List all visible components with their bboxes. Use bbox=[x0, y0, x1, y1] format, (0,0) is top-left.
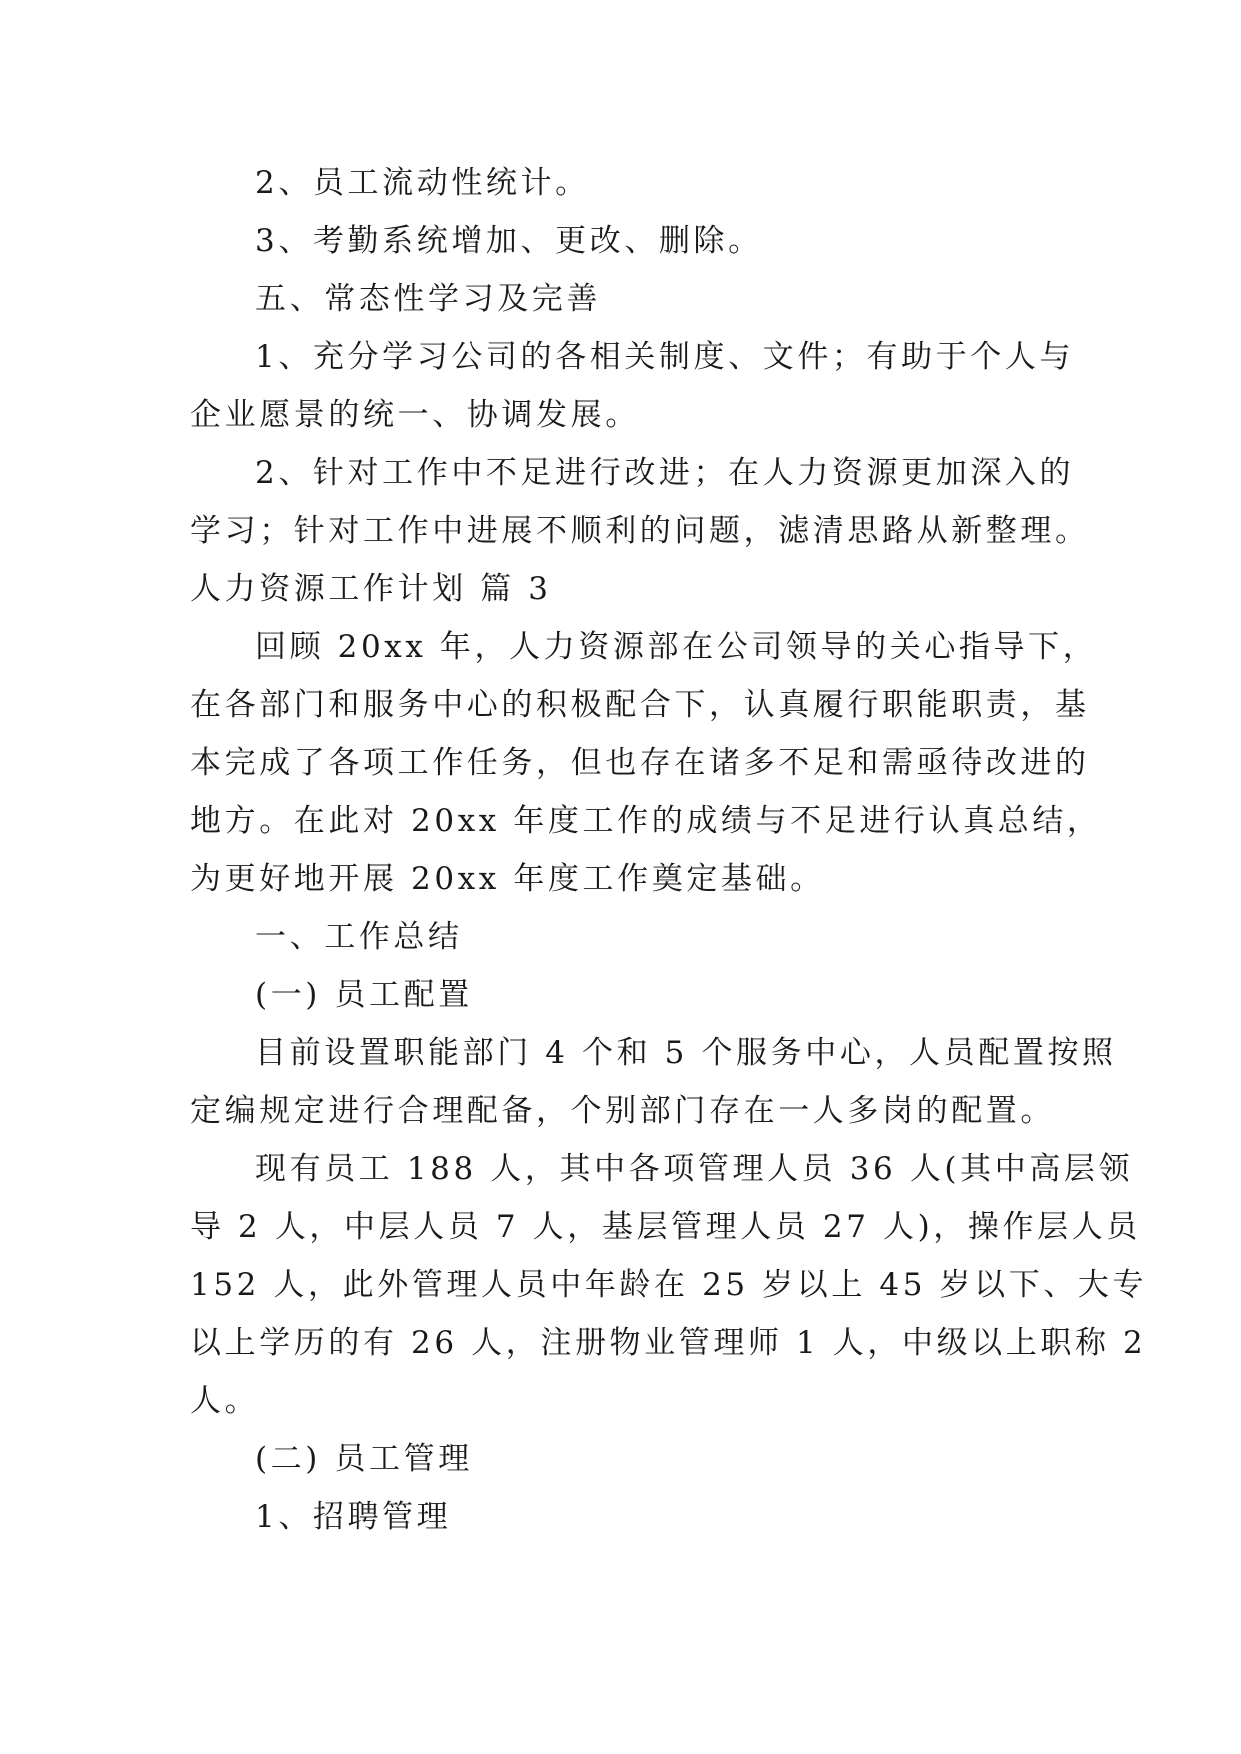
subsection-heading-staffing: (一) 员工配置 bbox=[255, 977, 473, 1013]
paragraph-line: 定编规定进行合理配备，个别部门存在一人多岗的配置。 bbox=[190, 1093, 1055, 1129]
paragraph-line: 地方。在此对 20xx 年度工作的成绩与不足进行认真总结， bbox=[190, 803, 1102, 839]
section-heading-learning: 五、常态性学习及完善 bbox=[255, 281, 601, 317]
subsection-heading-management: (二) 员工管理 bbox=[255, 1441, 473, 1477]
paragraph-line: 152 人，此外管理人员中年龄在 25 岁以上 45 岁以下、大专 bbox=[190, 1267, 1148, 1303]
paragraph-line: 目前设置职能部门 4 个和 5 个服务中心，人员配置按照 bbox=[255, 1035, 1117, 1071]
paragraph-line: 本完成了各项工作任务，但也存在诸多不足和需亟待改进的 bbox=[190, 745, 1090, 781]
paragraph-line: 学习；针对工作中进展不顺利的问题，滤清思路从新整理。 bbox=[190, 513, 1090, 549]
paragraph-line: 现有员工 188 人，其中各项管理人员 36 人(其中高层领 bbox=[255, 1151, 1134, 1187]
list-item-turnover-stats: 2、员工流动性统计。 bbox=[255, 165, 590, 201]
list-item-recruitment: 1、招聘管理 bbox=[255, 1499, 452, 1535]
paragraph-line: 企业愿景的统一、协调发展。 bbox=[190, 397, 640, 433]
paragraph-line: 人。 bbox=[190, 1383, 260, 1419]
paragraph-line: 为更好地开展 20xx 年度工作奠定基础。 bbox=[190, 861, 825, 897]
paragraph-line: 以上学历的有 26 人，注册物业管理师 1 人，中级以上职称 2 bbox=[190, 1325, 1147, 1361]
paragraph-line: 1、充分学习公司的各相关制度、文件；有助于个人与 bbox=[255, 339, 1075, 375]
paragraph-line: 回顾 20xx 年，人力资源部在公司领导的关心指导下， bbox=[255, 629, 1098, 665]
paragraph-line: 2、针对工作中不足进行改进；在人力资源更加深入的 bbox=[255, 455, 1075, 491]
paragraph-line: 在各部门和服务中心的积极配合下，认真履行职能职责，基 bbox=[190, 687, 1090, 723]
paragraph-line: 导 2 人，中层人员 7 人，基层管理人员 27 人)，操作层人员 bbox=[190, 1209, 1141, 1245]
section-heading-summary: 一、工作总结 bbox=[255, 919, 463, 955]
document-title: 人力资源工作计划 篇 3 bbox=[190, 571, 552, 607]
list-item-attendance-system: 3、考勤系统增加、更改、删除。 bbox=[255, 223, 763, 259]
